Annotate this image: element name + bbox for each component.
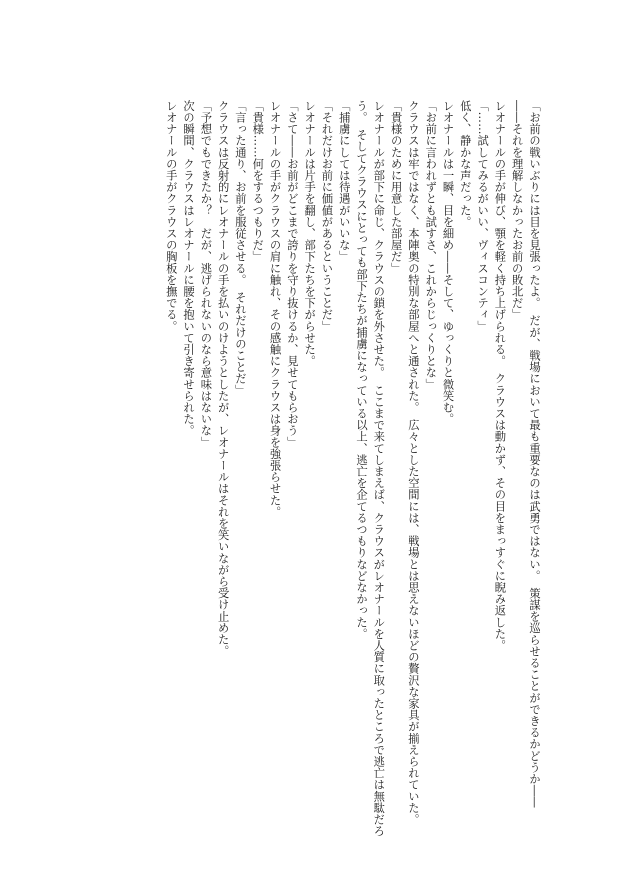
text-line: 「それだけお前に価値があるということだ」 [320, 100, 334, 332]
text-line: 「言った通り、お前を服従させる。 それだけのことだ」 [233, 100, 247, 396]
text-line: レオナールは片手を翻し、部下たちを下がらせた。 [303, 100, 317, 367]
text-line: 「捕虜にしては待遇がいいな」 [337, 100, 351, 263]
text-line: 「さて――お前がどこまで誇りを守り抜けるか、見せてもらおう」 [285, 100, 299, 448]
text-line: ――それを理解しなかったお前の敗北だ」 [510, 100, 524, 321]
text-line: 「貴様……何をするつもりだ」 [251, 100, 265, 263]
text-line: レオナールの手がクラウスの胸板を撫でる。 [164, 100, 178, 332]
text-line: 「お前の戦いぶりには目を見張ったよ。 だが、戦場において最も重要なのは武勇ではない。 策謀を巡らせることができるかどうか―― [528, 100, 541, 808]
text-line: レオナールは一瞬、目を細め――そして、ゆっくりと微笑む。 [441, 100, 455, 425]
vertical-text-body [162, 100, 543, 850]
text-line: 次の瞬間、クラウスはレオナールに腰を抱いて引き寄せられた。 [182, 100, 196, 437]
text-line: 低く、静かな声だった。 [458, 100, 472, 228]
text-line: 「お前に言われずとも試すさ、これからじっくりとな」 [424, 100, 438, 390]
text-line: レオナールの手がクラウスの肩に触れ、その感触にクラウスは身を強張らせた。 [268, 100, 282, 518]
text-line: レオナールが部下に命じ、クラウスの鎖を外させた。 ここまで来てしまえば、クラウスがレオナールを人質に取ったところで逃亡は無駄だろう。 そしてクラウスにとっても部下たちが捕虜になっている以上、逃亡を企てるつもりなどなかった。 [355, 100, 386, 837]
text-line: クラウスは反射的にレオナールの手を払いのけようとしたが、レオナールはそれを笑いながら受け止めた。 [216, 100, 230, 657]
text-line: 「貴様のために用意した部屋だ」 [389, 100, 403, 274]
text-line: レオナールの手が伸び、顎を軽く持ち上げられる。 クラウスは動かず、その目をまっすぐに睨み返した。 [493, 100, 507, 652]
text-line: クラウスは牢ではなく、本陣奥の特別な部屋へと通された。 広々とした空間には、戦場とは思えないほどの贅沢な家具が揃えられていた。 [406, 100, 420, 826]
text-line: 「予想でもできたか？ だが、逃げられないのなら意味はないな」 [199, 100, 213, 448]
text-line: 「……試してみるがいい、ヴィスコンティ」 [476, 100, 490, 332]
